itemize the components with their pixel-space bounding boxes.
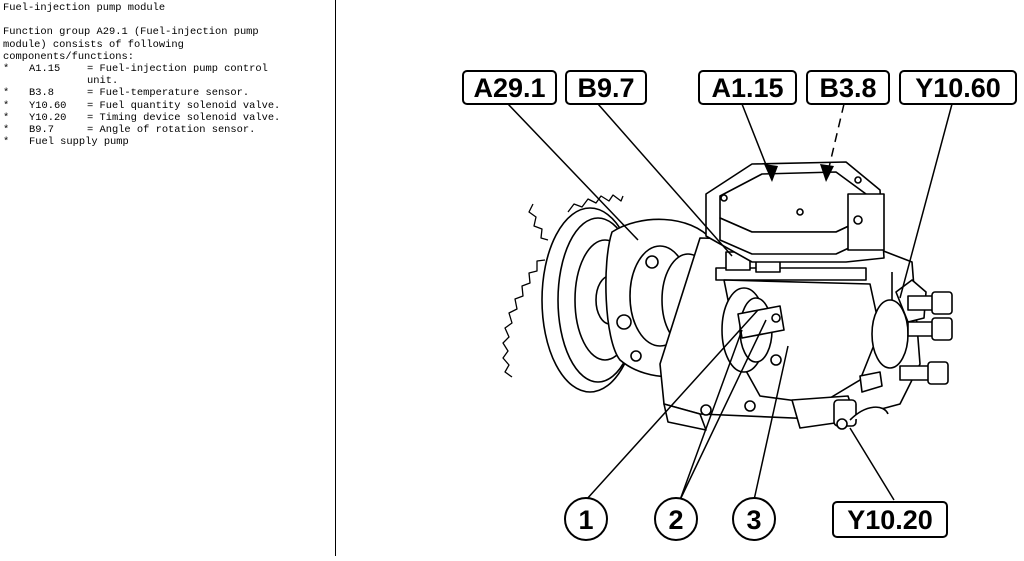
- callout-y10-20-text: Y10.20: [847, 505, 933, 535]
- component-item: [3, 63, 335, 75]
- callout-a1-15: [699, 71, 796, 104]
- callout-b9-7: [566, 71, 646, 104]
- callout-b3-8: [807, 71, 889, 104]
- pump-diagram: [337, 0, 1024, 556]
- bullet: *: [3, 111, 10, 124]
- text-pane: [0, 0, 336, 556]
- component-code: B3.8: [29, 87, 54, 100]
- component-definition: = Angle of rotation sensor.: [87, 124, 256, 137]
- number-circle-2: [655, 498, 697, 540]
- component-definition: = Fuel-injection pump control: [87, 63, 268, 75]
- component-item: [3, 136, 335, 148]
- intro-line-3: components/functions:: [3, 50, 134, 63]
- component-item: [3, 100, 335, 112]
- bullet: *: [3, 99, 10, 112]
- bullet: *: [3, 136, 10, 149]
- bullet: *: [3, 124, 10, 137]
- component-item: [3, 112, 335, 124]
- document-title: Fuel-injection pump module: [3, 2, 166, 14]
- callout-a1-15-text: A1.15: [711, 73, 784, 103]
- callout-y10-20: [833, 502, 947, 537]
- component-definition: = Fuel-temperature sensor.: [87, 87, 250, 100]
- pump-illustration: [503, 162, 952, 430]
- component-item: [3, 124, 335, 136]
- number-2-text: 2: [668, 505, 684, 535]
- intro-line-2: module) consists of following: [3, 38, 184, 51]
- callout-b9-7-text: B9.7: [577, 73, 635, 103]
- callout-y10-60: [900, 71, 1016, 104]
- number-circle-3: [733, 498, 775, 540]
- intro-line-1: Function group A29.1 (Fuel-injection pump: [3, 26, 259, 39]
- callout-b3-8-text: B3.8: [819, 73, 877, 103]
- component-code: Y10.60: [29, 99, 67, 112]
- bullet: *: [3, 63, 10, 75]
- component-code: A1.15: [29, 63, 61, 75]
- bullet: *: [3, 87, 10, 100]
- number-3-text: 3: [746, 505, 762, 535]
- component-continuation: unit.: [87, 75, 119, 88]
- control-unit: [706, 162, 884, 262]
- component-code: Fuel supply pump: [29, 136, 129, 149]
- callout-y10-60-text: Y10.60: [915, 73, 1001, 103]
- component-item: [3, 87, 335, 99]
- component-definition: = Fuel quantity solenoid valve.: [87, 99, 281, 112]
- blank-line: [3, 14, 335, 26]
- component-code: Y10.20: [29, 111, 67, 124]
- callout-a29-1-text: A29.1: [473, 73, 546, 103]
- component-code: B9.7: [29, 124, 54, 137]
- number-circle-1: [565, 498, 607, 540]
- component-definition: = Timing device solenoid valve.: [87, 111, 281, 124]
- callout-a29-1: [463, 71, 556, 104]
- number-1-text: 1: [578, 505, 594, 535]
